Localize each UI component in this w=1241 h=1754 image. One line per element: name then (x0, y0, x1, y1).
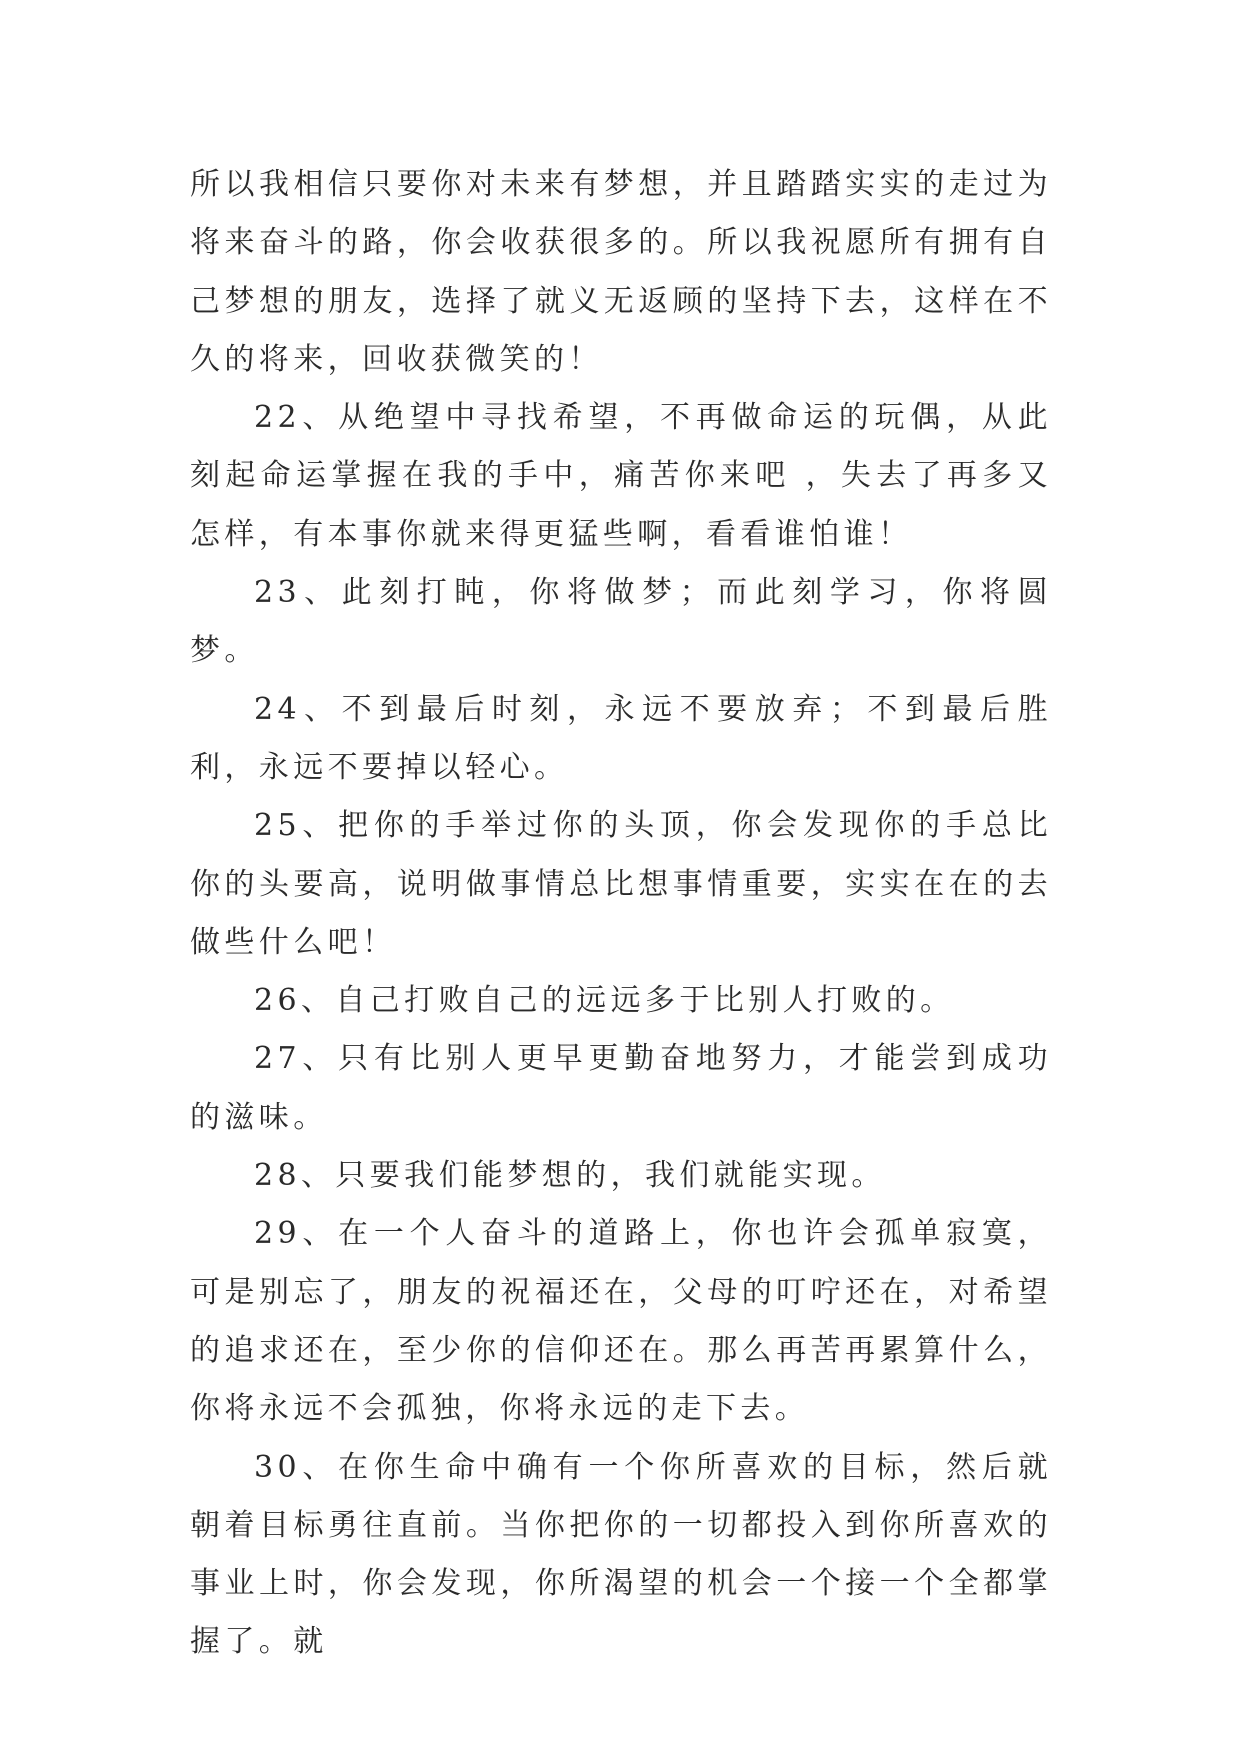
paragraph-continuation: 所以我相信只要你对未来有梦想，并且踏踏实实的走过为将来奋斗的路，你会收获很多的。所以我祝愿所有拥有自己梦想的朋友，选择了就义无返顾的坚持下去，这样在不久的将来，回收获微笑的！ (190, 167, 1052, 377)
paragraph-22: 22、从绝望中寻找希望，不再做命运的玩偶，从此刻起命运掌握在我的手中，痛苦你来吧 ，失去了再多又怎样，有本事你就来得更猛些啊，看看谁怕谁！ (190, 400, 1052, 552)
paragraph-29: 29、在一个人奋斗的道路上，你也许会孤单寂寞，可是别忘了，朋友的祝福还在，父母的叮咛还在，对希望的追求还在，至少你的信仰还在。那么再苦再累算什么，你将永远不会孤独，你将永远的走下去。 (190, 1216, 1052, 1427)
paragraph-26: 26、自己打败自己的远远多于比别人打败的。 (254, 983, 955, 1019)
paragraph-23: 23、此刻打盹，你将做梦；而此刻学习，你将圆梦。 (190, 575, 1052, 669)
paragraph-28: 28、只要我们能梦想的，我们就能实现。 (254, 1158, 886, 1194)
paragraph-27: 27、只有比别人更早更勤奋地努力，才能尝到成功的滋味。 (190, 1041, 1052, 1135)
paragraph-30: 30、在你生命中确有一个你所喜欢的目标，然后就朝着目标勇往直前。当你把你的一切都投入到你所喜欢的事业上时，你会发现，你所渴望的机会一个接一个全都掌握了。就 (190, 1449, 1052, 1660)
paragraph-25: 25、把你的手举过你的头顶，你会发现你的手总比你的头要高，说明做事情总比想事情重要，实实在在的去做些什么吧！ (190, 808, 1052, 960)
paragraph-24: 24、不到最后时刻，永远不要放弃；不到最后胜利，永远不要掉以轻心。 (190, 691, 1052, 785)
document-body (190, 156, 1052, 1672)
